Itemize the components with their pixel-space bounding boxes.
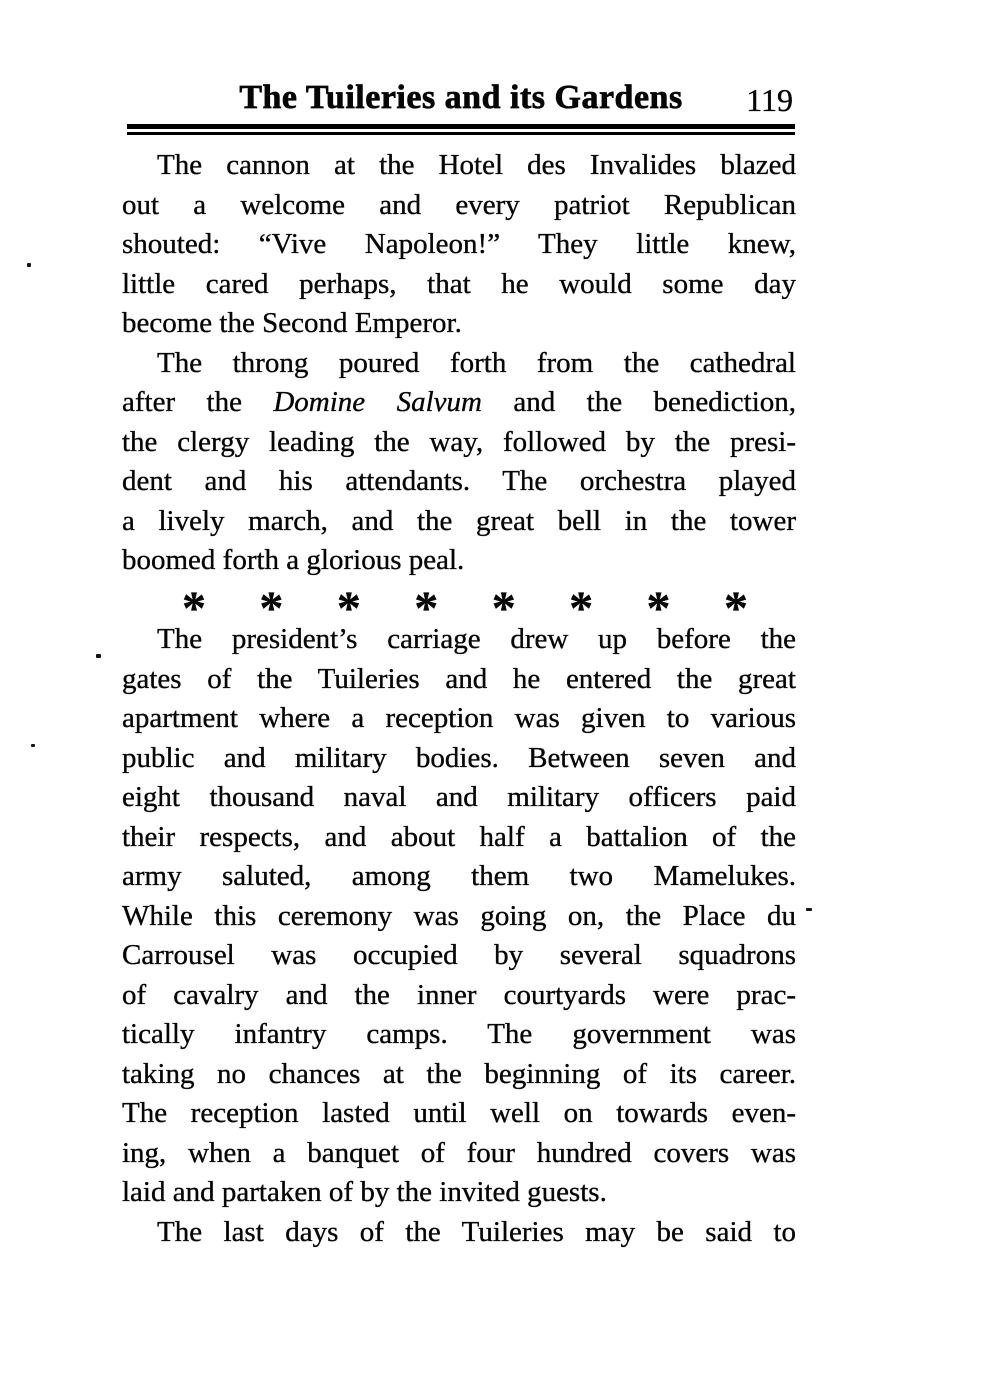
text-line: The reception lasted until well on towards even- [122, 1097, 796, 1129]
text-line: the clergy leading the way, followed by the presi- [122, 425, 796, 458]
scan-speck [96, 654, 101, 658]
text-line: The last days of the Tuileries may be said to [157, 1215, 796, 1248]
paragraph-2 [122, 344, 796, 581]
text-line: The cannon at the Hotel des Invalides blazed [157, 149, 796, 181]
text-line: The president’s carriage drew up before the [157, 623, 796, 655]
page-number: 119 [746, 82, 793, 118]
paragraph-5 [122, 1213, 796, 1253]
text-line: apartment where a reception was given to various [122, 702, 796, 734]
text-line: laid and partaken of by the invited guests. [122, 1176, 607, 1208]
asterisk: * [259, 581, 284, 635]
asterisk: * [336, 581, 361, 635]
text-line: army saluted, among them two Mamelukes. [122, 860, 796, 892]
text-line: become the Second Emperor. [122, 307, 462, 339]
italic-phrase: Domine Salvum [273, 386, 482, 418]
paragraph-4 [122, 620, 796, 1213]
asterisk: * [569, 581, 594, 635]
asterisk: * [414, 581, 439, 635]
paragraph-1 [122, 146, 796, 344]
text-line: boomed forth a glorious peal. [122, 544, 465, 576]
text-line: While this ceremony was going on, the Place du [122, 899, 796, 932]
running-header [127, 76, 795, 124]
text-line: The throng poured forth from the cathedral [157, 346, 796, 379]
text-line: dent and his attendants. The orchestra played [122, 465, 796, 497]
text-line: eight thousand naval and military officers paid [122, 781, 796, 813]
page-title: The Tuileries and its Gardens [239, 79, 683, 116]
scan-speck [806, 908, 812, 911]
text-line: Carrousel was occupied by several squadrons [122, 939, 796, 971]
text-line: out a welcome and every patriot Republican [122, 188, 796, 221]
asterisk: * [723, 581, 748, 635]
text-line: public and military bodies. Between seven and [122, 741, 796, 774]
asterisk-separator [182, 581, 748, 635]
scan-speck [27, 263, 31, 267]
text-line: shouted: “Vive Napoleon!” They little knew, [122, 228, 796, 260]
scan-speck [31, 744, 35, 747]
text-line: taking no chances at the beginning of its career. [122, 1057, 796, 1090]
rule-bottom-bar [127, 132, 795, 135]
text-line: a lively march, and the great bell in the tower [122, 504, 796, 537]
text-line: of cavalry and the inner courtyards were prac- [122, 978, 796, 1011]
asterisk: * [491, 581, 516, 635]
text-line: tically infantry camps. The government was [122, 1018, 796, 1050]
page-body [122, 146, 796, 1252]
header-double-rule [127, 124, 795, 135]
text-line: after the Domine Salvum and the benediction, [122, 386, 797, 418]
text-line: ing, when a banquet of four hundred covers was [122, 1136, 796, 1169]
asterisk: * [646, 581, 671, 635]
text-line: gates of the Tuileries and he entered the great [122, 662, 796, 695]
text-line: little cared perhaps, that he would some day [122, 267, 796, 300]
asterisk: * [182, 581, 206, 635]
text-line: their respects, and about half a battalion of the [122, 820, 796, 853]
